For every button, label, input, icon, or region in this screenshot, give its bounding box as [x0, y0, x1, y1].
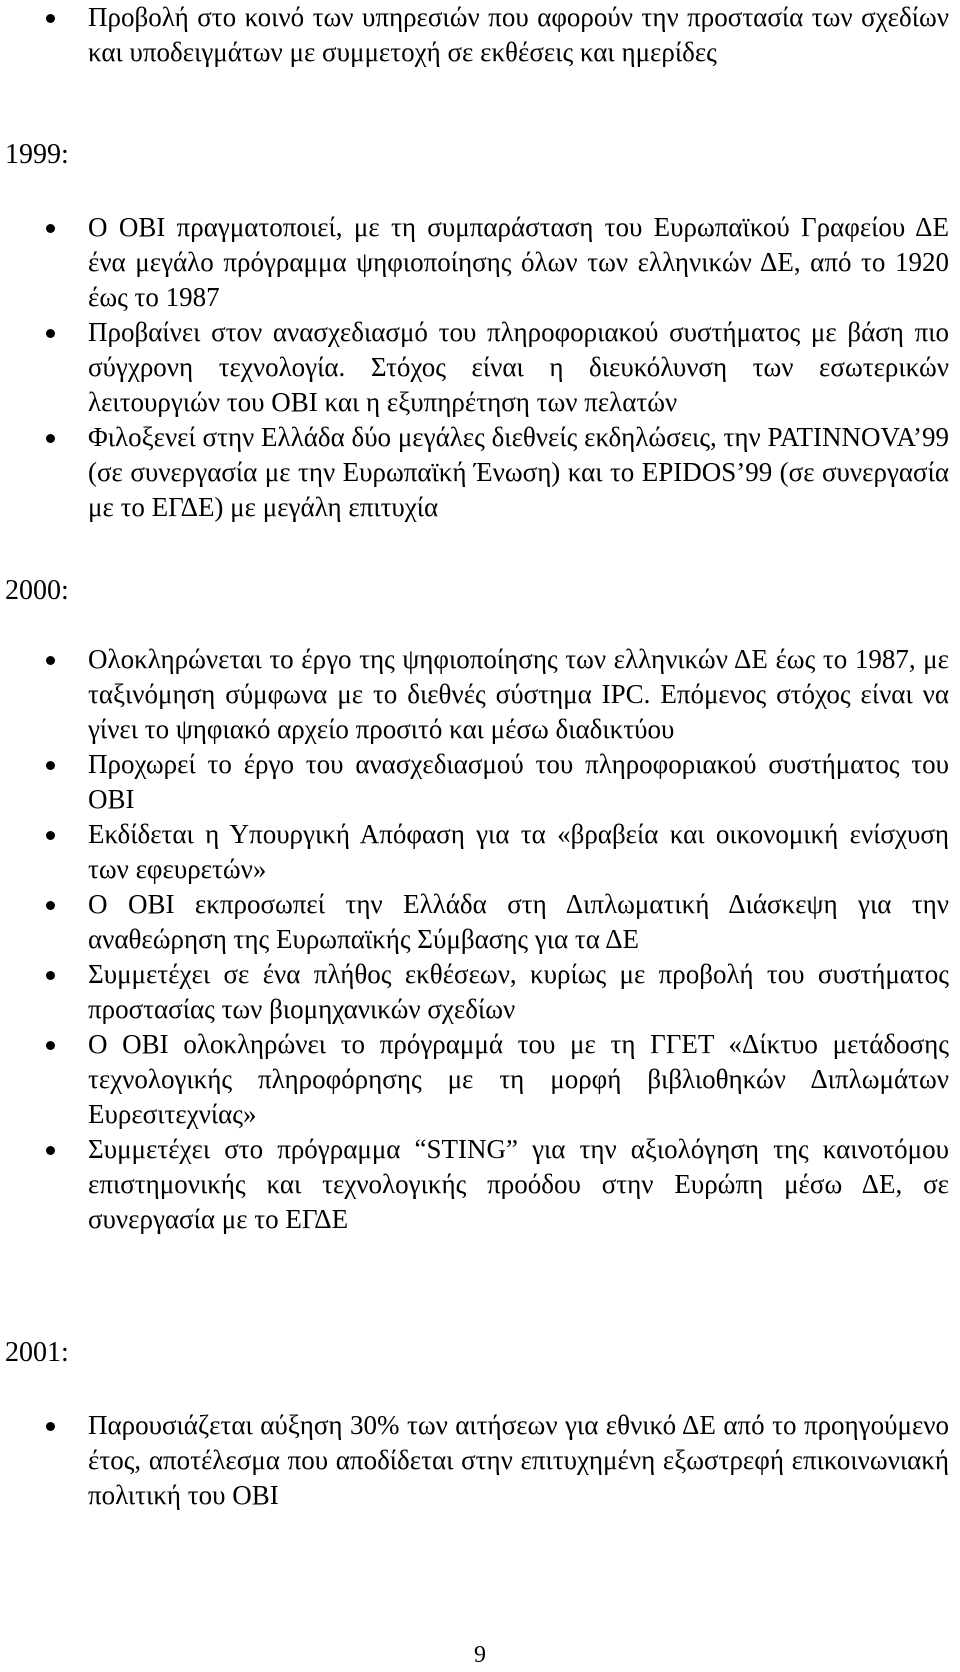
list-item [0, 210, 960, 315]
bullet-icon [46, 1041, 55, 1050]
bullet-icon [46, 901, 55, 910]
list-item-text: Προχωρεί το έργο του ανασχεδιασμού του πληροφοριακού συστήματος του ΟΒΙ [88, 749, 949, 814]
list-item-text: Προβαίνει στον ανασχεδιασμό του πληροφοριακού συστήματος με βάση πιο σύγχρονη τεχνολογία. Στόχος είναι η διευκόλυνση των εσωτερικών λειτουργιών του ΟΒΙ και η εξυπηρέτηση των πελατών [88, 317, 949, 417]
bullet-icon [46, 1422, 55, 1431]
bullet-icon [46, 971, 55, 980]
list-item [0, 887, 960, 957]
list-item-text: Προβολή στο κοινό των υπηρεσιών που αφορούν την προστασία των σχεδίων και υποδειγμάτων με συμμετοχή σε εκθέσεις και ημερίδες [88, 2, 949, 67]
bullet-icon [46, 14, 55, 23]
bullet-list-2000 [0, 642, 960, 1237]
list-item-text: Φιλοξενεί στην Ελλάδα δύο μεγάλες διεθνείς εκδηλώσεις, την PATINNOVA’99 (σε συνεργασία με την Ευρωπαϊκή Ένωση) και το EPIDOS’99 (σε συνεργασία με το ΕΓΔΕ) με μεγάλη επιτυχία [88, 422, 949, 522]
list-item [0, 817, 960, 887]
list-item [0, 0, 960, 70]
bullet-list-1998 [0, 0, 960, 70]
year-heading-1999: 1999: [5, 139, 69, 170]
bullet-list-1999 [0, 210, 960, 525]
list-item-text: Ο ΟΒΙ πραγματοποιεί, με τη συμπαράσταση του Ευρωπαϊκού Γραφείου ΔΕ ένα μεγάλο πρόγραμμα ψηφιοποίησης όλων των ελληνικών ΔΕ, από το 1920 έως το 1987 [88, 212, 949, 312]
list-item-text: Συμμετέχει σε ένα πλήθος εκθέσεων, κυρίως με προβολή του συστήματος προστασίας των βιομηχανικών σχεδίων [88, 959, 949, 1024]
list-item [0, 957, 960, 1027]
bullet-icon [46, 831, 55, 840]
list-item [0, 1027, 960, 1132]
bullet-icon [46, 329, 55, 338]
bullet-list-2001 [0, 1408, 960, 1513]
list-item-text: Εκδίδεται η Υπουργική Απόφαση για τα «βραβεία και οικονομική ενίσχυση των εφευρετών» [88, 819, 949, 884]
list-item [0, 1408, 960, 1513]
page-number: 9 [474, 1642, 486, 1668]
bullet-icon [46, 224, 55, 233]
year-heading-2001: 2001: [5, 1337, 69, 1368]
bullet-icon [46, 1146, 55, 1155]
list-item-text: Συμμετέχει στο πρόγραμμα “STING” για την αξιολόγηση της καινοτόμου επιστημονικής και τεχνολογικής προόδου στην Ευρώπη μέσω ΔΕ, σε συνεργασία με το ΕΓΔΕ [88, 1134, 949, 1234]
list-item-text: Ολοκληρώνεται το έργο της ψηφιοποίησης των ελληνικών ΔΕ έως το 1987, με ταξινόμηση σύμφωνα με το διεθνές σύστημα IPC. Επόμενος στόχος είναι να γίνει το ψηφιακό αρχείο προσιτό και μέσω διαδικτύου [88, 644, 949, 744]
list-item-text: Παρουσιάζεται αύξηση 30% των αιτήσεων για εθνικό ΔΕ από το προηγούμενο έτος, αποτέλεσμα που αποδίδεται στην επιτυχημένη εξωστρεφή επικοινωνιακή πολιτική του ΟΒΙ [88, 1410, 949, 1510]
list-item [0, 1132, 960, 1237]
list-item [0, 315, 960, 420]
bullet-icon [46, 434, 55, 443]
list-item [0, 420, 960, 525]
list-item [0, 747, 960, 817]
year-heading-2000: 2000: [5, 575, 69, 606]
list-item-text: Ο ΟΒΙ εκπροσωπεί την Ελλάδα στη Διπλωματική Διάσκεψη για την αναθεώρηση της Ευρωπαϊκής Σύμβασης για τα ΔΕ [88, 889, 949, 954]
bullet-icon [46, 761, 55, 770]
bullet-icon [46, 656, 55, 665]
list-item [0, 642, 960, 747]
list-item-text: Ο ΟΒΙ ολοκληρώνει το πρόγραμμά του με τη ΓΓΕΤ «Δίκτυο μετάδοσης τεχνολογικής πληροφόρησης με τη μορφή βιβλιοθηκών Διπλωμάτων Ευρεσιτεχνίας» [88, 1029, 949, 1129]
